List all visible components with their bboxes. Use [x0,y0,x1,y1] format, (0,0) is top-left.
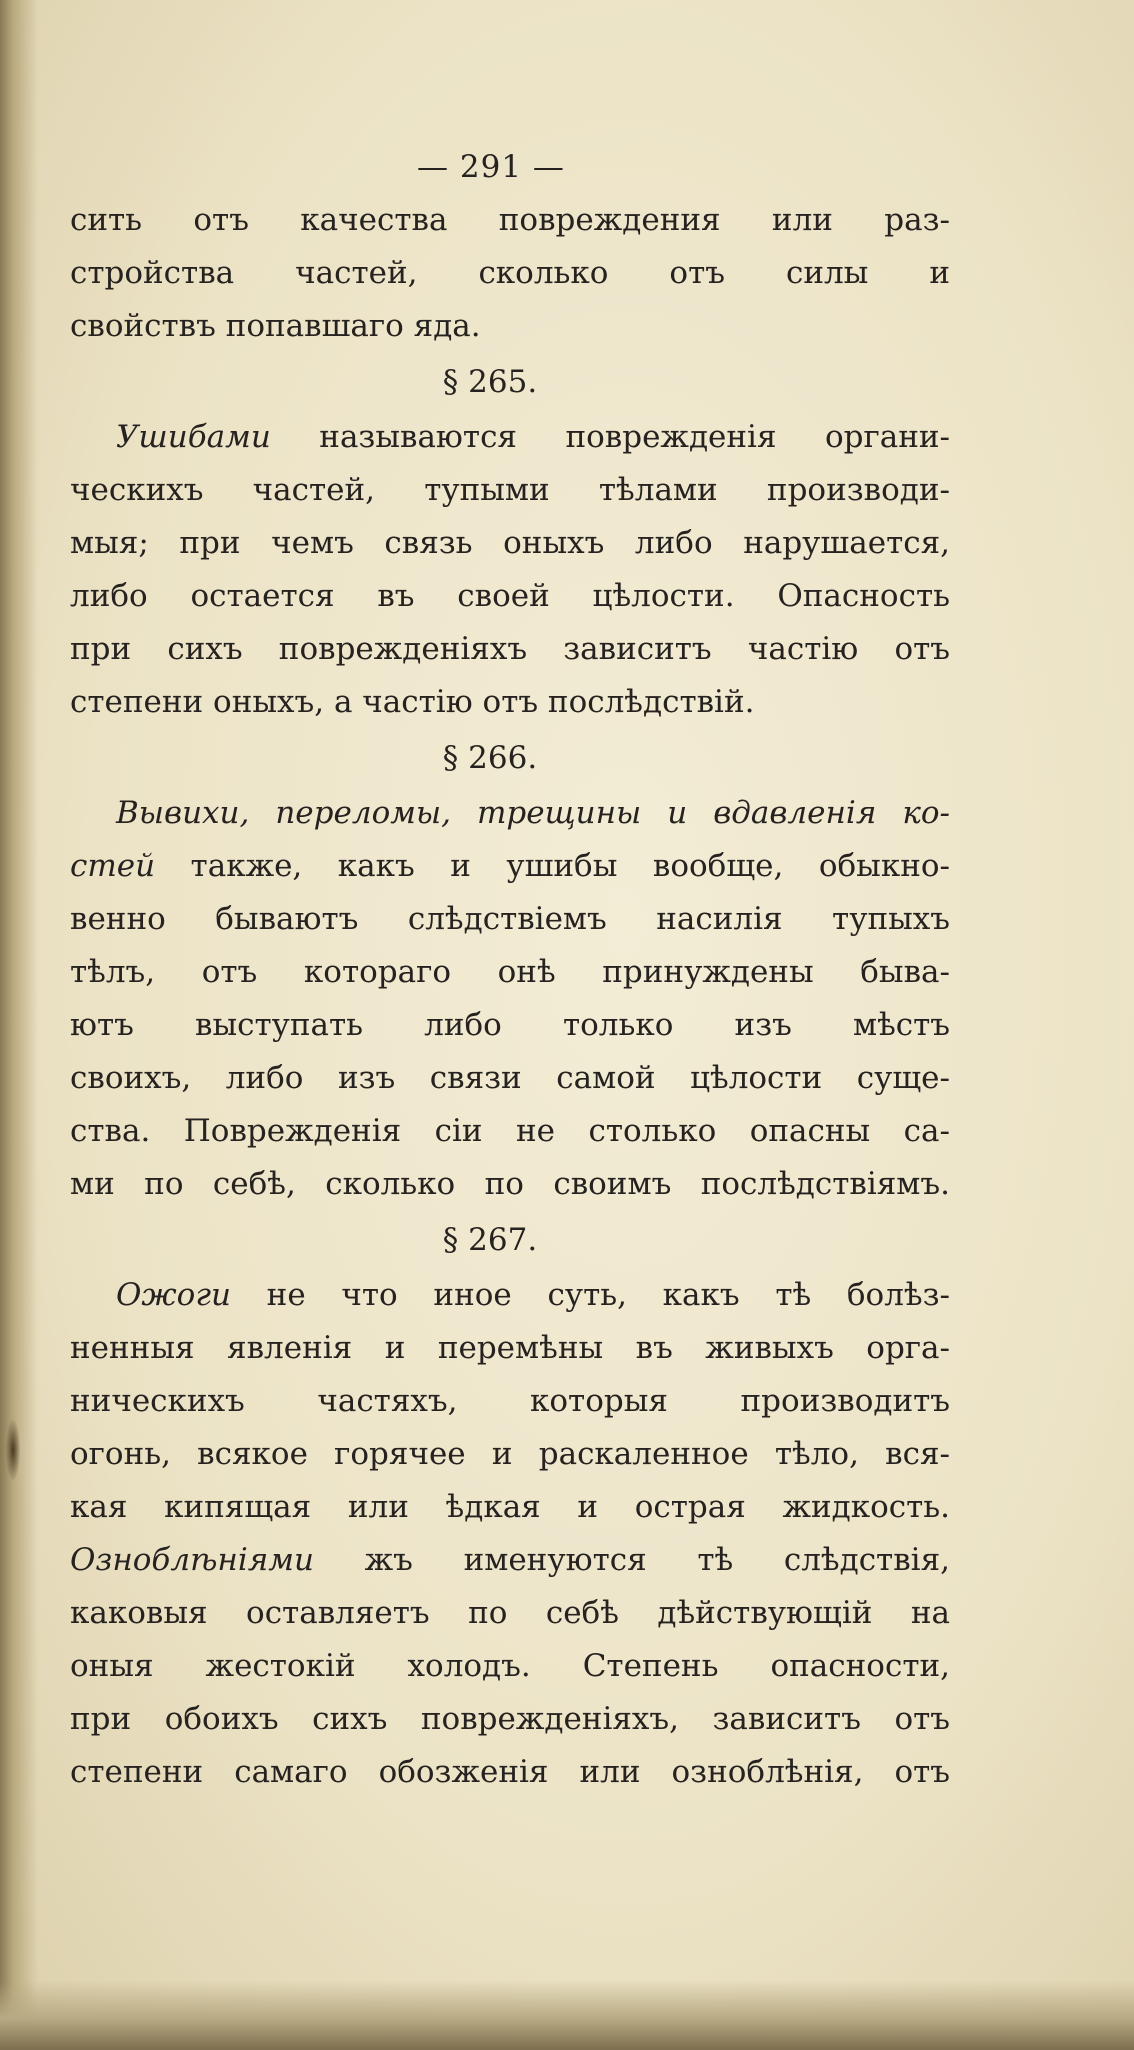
text-line: свойствъ попавшаго яда. [70,308,481,344]
text-line [70,840,950,893]
text-line: ства. Поврежденія сіи не столько опасны са- [70,1113,950,1149]
text-line: сить отъ качества повреждения или раз- [70,202,950,238]
section-heading-266: § 266. [442,740,538,776]
text-run: жъ именуются тѣ слѣдствія, [313,1542,950,1578]
text-line: ническихъ частяхъ, которыя производитъ [70,1383,950,1419]
text-line: оныя жестокій холодъ. Степень опасности, [70,1648,950,1684]
text-line: каковыя оставляетъ по себѣ дѣйствующій на [70,1595,950,1631]
text-line: стройства частей, сколько отъ силы и [70,255,950,291]
text-line [70,411,950,464]
text-line: степени самаго обозженія или озноблѣнія, отъ [70,1754,950,1790]
text-run: называются поврежденія органи- [270,419,950,455]
text-line: кая кипящая или ѣдкая и острая жидкость. [70,1489,950,1525]
text-line: ческихъ частей, тупыми тѣлами производи- [70,472,950,508]
text-line [70,1269,950,1322]
text-line: либо остается въ своей цѣлости. Опасность [70,578,950,614]
text-line: своихъ, либо изъ связи самой цѣлости суще- [70,1060,950,1096]
text-line [70,1534,950,1587]
text-run: также, какъ и ушибы вообще, обыкно- [155,848,950,884]
text-line: ми по себѣ, сколько по своимъ послѣдствіямъ. [70,1166,950,1202]
text-line: венно бываютъ слѣдствіемъ насилія тупыхъ [70,901,950,937]
term-italic: стей [70,848,156,884]
page-text [70,140,950,1799]
spine-shadow [0,0,38,2050]
text-line: при сихъ поврежденіяхъ зависитъ частію отъ [70,631,950,667]
text-line: огонь, всякое горячее и раскаленное тѣло, вся- [70,1436,950,1472]
page-bottom-edge [0,1980,1134,2050]
section-heading-265: § 265. [442,364,538,400]
text-line: тѣлъ, отъ котораго онѣ принуждены быва- [70,954,950,990]
text-line: степени оныхъ, а частію отъ послѣдствій. [70,684,755,720]
page-number: — 291 — [417,149,565,185]
term-italic: Ожоги [116,1277,231,1313]
text-line: мыя; при чемъ связь оныхъ либо нарушается, [70,525,950,561]
text-line: при обоихъ сихъ поврежденіяхъ, зависитъ отъ [70,1701,950,1737]
text-line: ютъ выступать либо только изъ мѣстъ [70,1007,950,1043]
text-line: ненныя явленія и перемѣны въ живыхъ орга- [70,1330,950,1366]
page-stain [6,1420,20,1480]
text-run: не что иное суть, какъ тѣ болѣз- [230,1277,950,1313]
text-line: Вывихи, переломы, трещины и вдавленія ко- [116,795,950,831]
section-heading-267: § 267. [442,1222,538,1258]
term-italic: Ушибами [116,419,271,455]
term-italic: Озноблѣніями [70,1542,314,1578]
